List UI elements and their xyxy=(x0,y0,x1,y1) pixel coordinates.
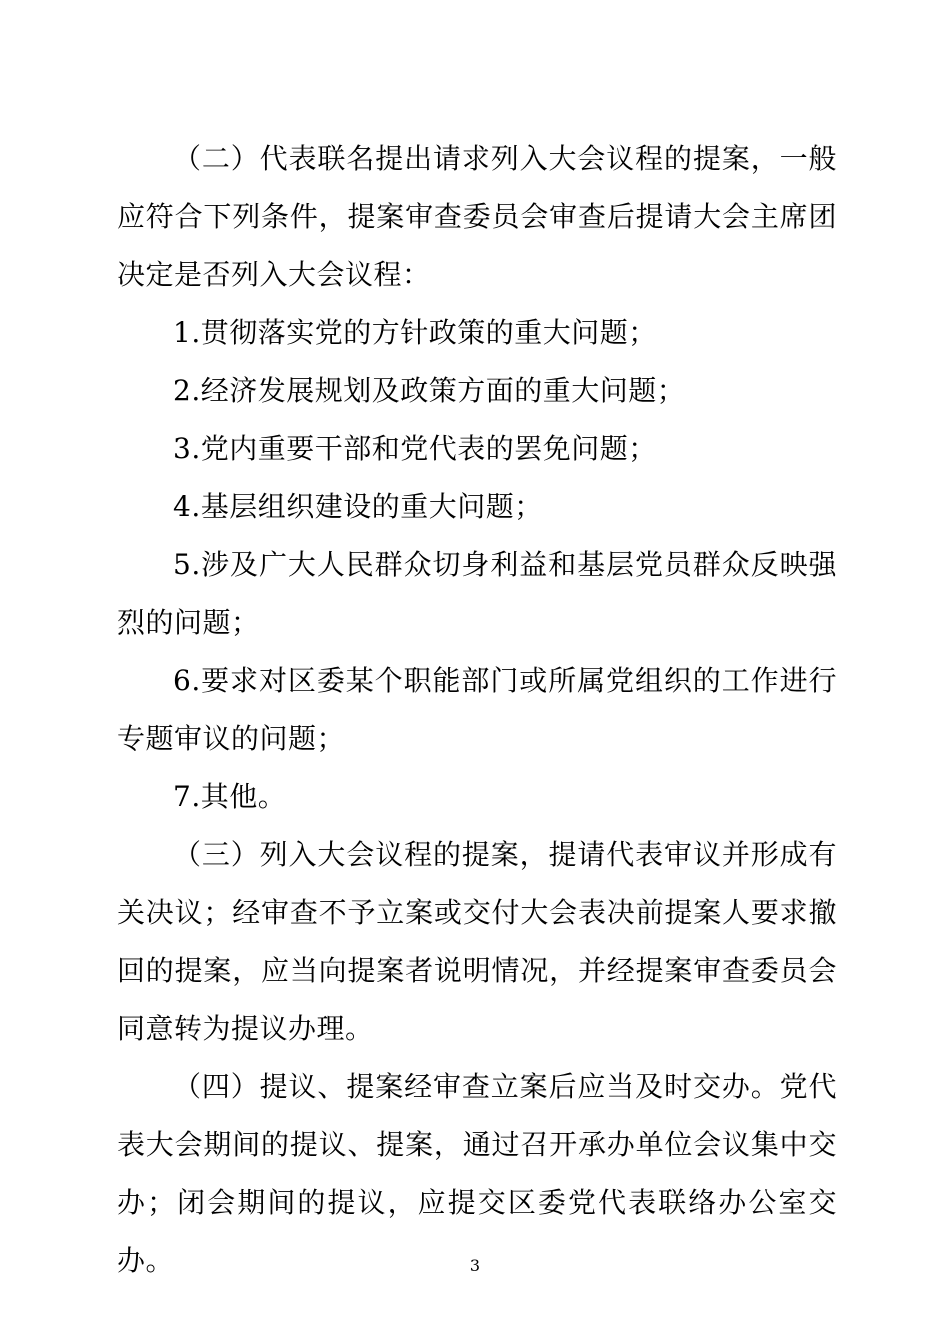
paragraph-section-2: （二）代表联名提出请求列入大会议程的提案，一般应符合下列条件，提案审查委员会审查后提请大会主席团决定是否列入大会议程： xyxy=(117,142,837,291)
list-item-1: 1.贯彻落实党的方针政策的重大问题； xyxy=(173,316,657,349)
list-item-4: 4.基层组织建设的重大问题； xyxy=(173,490,543,523)
list-item-3: 3.党内重要干部和党代表的罢免问题； xyxy=(173,432,657,465)
paragraph-section-4: （四）提议、提案经审查立案后应当及时交办。党代表大会期间的提议、提案，通过召开承办单位会议集中交办；闭会期间的提议，应提交区委党代表联络办公室交办。 xyxy=(117,1070,837,1277)
list-item-2: 2.经济发展规划及政策方面的重大问题； xyxy=(173,374,686,407)
list-item-5: 5.涉及广大人民群众切身利益和基层党员群众反映强烈的问题； xyxy=(117,548,837,639)
page-number: 3 xyxy=(469,1256,481,1275)
document-body xyxy=(117,130,837,1290)
list-item-6: 6.要求对区委某个职能部门或所属党组织的工作进行专题审议的问题； xyxy=(117,664,837,755)
paragraph-section-3: （三）列入大会议程的提案，提请代表审议并形成有关决议；经审查不予立案或交付大会表决前提案人要求撤回的提案，应当向提案者说明情况，并经提案审查委员会同意转为提议办理。 xyxy=(117,838,837,1045)
list-item-7: 7.其他。 xyxy=(173,780,287,813)
